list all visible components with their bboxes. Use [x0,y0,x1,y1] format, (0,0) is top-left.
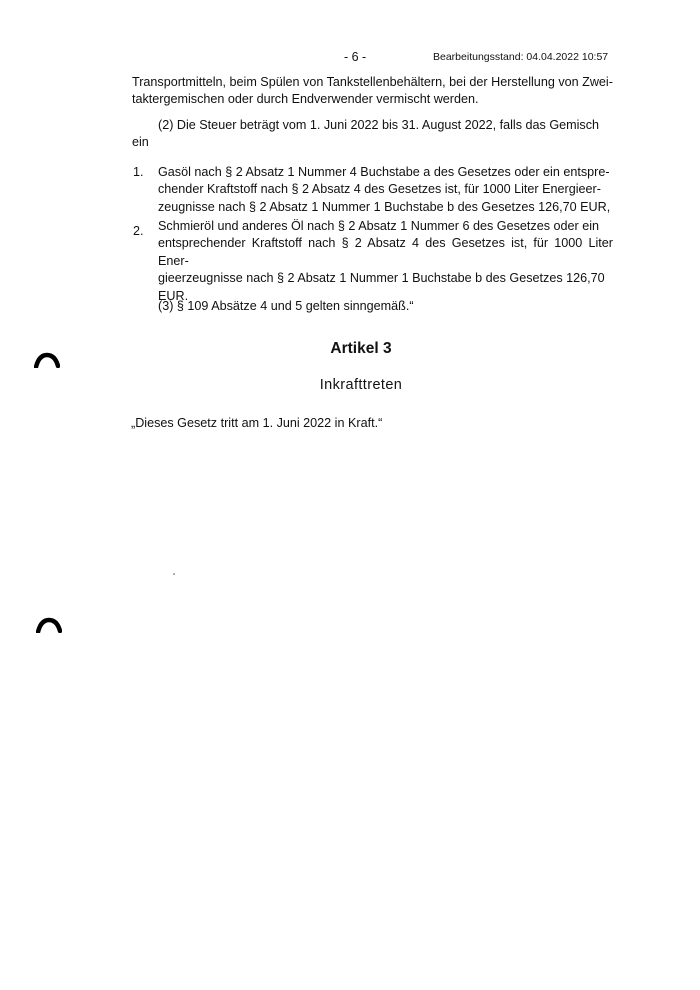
page-number: - 6 - [344,50,367,64]
intro-line: Transportmitteln, beim Spülen von Tankstellenbehältern, bei der Herstellung von Zwei- [132,75,613,89]
paragraph-3: (3) § 109 Absätze 4 und 5 gelten sinngemäß.“ [158,299,414,313]
scan-speck [173,573,175,575]
article-heading: Artikel 3 [330,340,392,357]
list-item-number: 2. [133,224,144,238]
article-subheading: Inkrafttreten [319,377,403,393]
edit-status: Bearbeitungsstand: 04.04.2022 10:57 [433,51,609,63]
list-item-line: chender Kraftstoff nach § 2 Absatz 4 des Gesetzes ist, für 1000 Liter Energieer- [158,182,601,197]
punch-hole-mark [34,352,60,368]
list-item [158,218,613,305]
intro-line: taktergemischen oder durch Endverwender vermischt werden. [132,92,479,107]
article-text: „Dieses Gesetz tritt am 1. Juni 2022 in Kraft.“ [131,416,383,430]
list-item-line: Schmieröl und anderes Öl nach § 2 Absatz 1 Nummer 6 des Gesetzes oder ein [158,219,600,233]
punch-hole-mark [36,617,62,633]
list-item [158,164,613,216]
paragraph-2-line: (2) Die Steuer beträgt vom 1. Juni 2022 bis 31. August 2022, falls das Gemisch [158,118,600,132]
list-item-line: gieerzeugnisse nach § 2 Absatz 1 Nummer 1 Buchstabe b des Gesetzes 126,70 [158,271,605,286]
list-item-number: 1. [133,165,144,179]
list-item-line: Gasöl nach § 2 Absatz 1 Nummer 4 Buchstabe a des Gesetzes oder ein entspre- [158,165,610,179]
list-item-line: EUR. [158,288,189,303]
paragraph-2-line: ein [132,135,149,149]
intro-paragraph [132,74,614,109]
list-item-line: entsprechender Kraftstoff nach § 2 Absatz 4 des Gesetzes ist, für 1000 Liter Ener- [158,236,613,268]
list-item-line: zeugnisse nach § 2 Absatz 1 Nummer 1 Buchstabe b des Gesetzes 126,70 EUR, [158,199,611,214]
